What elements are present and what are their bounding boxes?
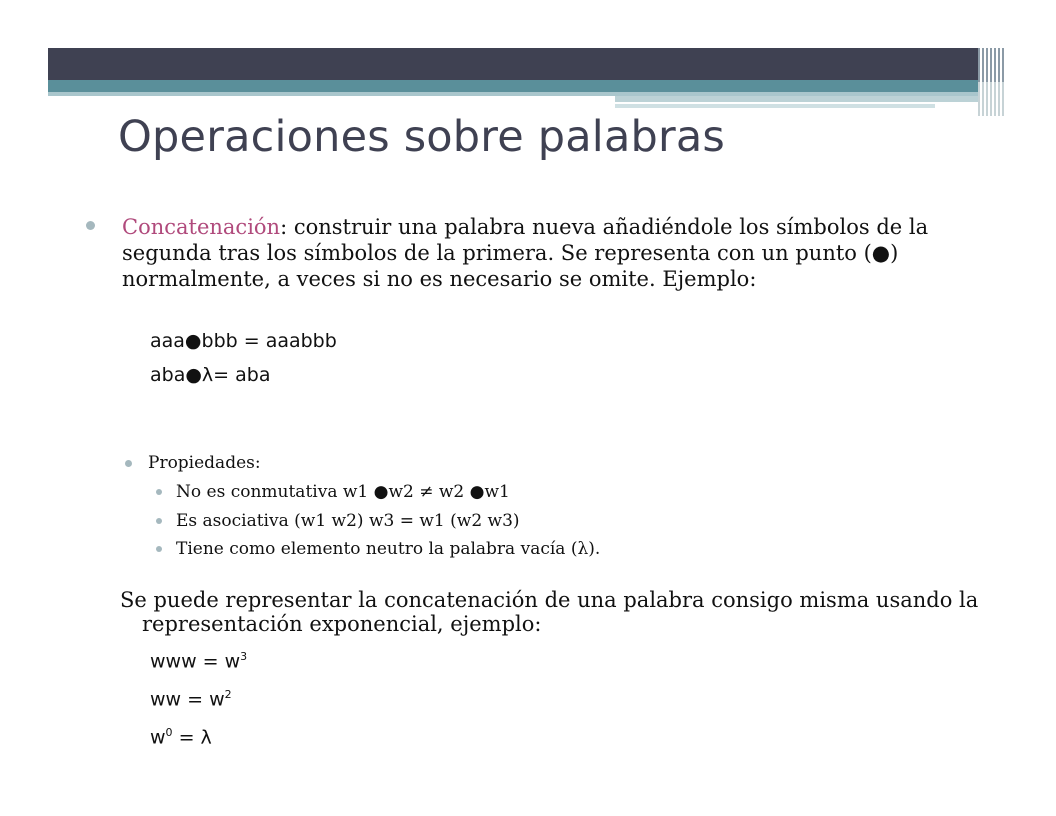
power-tail: = λ [172, 726, 212, 749]
properties-label: Propiedades: [148, 453, 261, 473]
power-exponent: 0 [165, 726, 173, 740]
power-line [150, 716, 982, 754]
power-exponent: 3 [240, 649, 248, 663]
power-line [150, 640, 982, 678]
example-line: aaa●bbb = aaabbb [150, 330, 337, 352]
property-item [120, 478, 982, 507]
bullet-dot-icon [125, 460, 132, 467]
concatenation-definition: : construir una palabra nueva añadiéndole los símbolos de la segunda tras los símbolos de la primera. Se representa con un punto (●) normalmente, a veces si no es necesario se omite. Ejemplo: [122, 215, 929, 291]
property-item [120, 535, 982, 564]
bullet-dot-icon [156, 518, 162, 524]
header-bar [48, 48, 1006, 82]
property-item [120, 507, 982, 536]
power-base: ww = w [150, 688, 225, 711]
exponential-paragraph: Se puede representar la concatenación de una palabra consigo misma usando la representación exponencial, ejemplo: [120, 587, 979, 636]
power-base: w [150, 726, 166, 749]
bullet-dot-icon [156, 546, 162, 552]
property-text: Tiene como elemento neutro la palabra vacía (λ). [176, 539, 601, 559]
concatenation-bullet [82, 214, 982, 292]
power-line [150, 678, 982, 716]
properties-bullet [120, 448, 982, 478]
properties-section [82, 448, 982, 564]
concatenation-keyword: Concatenación [122, 215, 281, 239]
header-accent-line [615, 104, 935, 108]
header-accent-line [615, 96, 985, 102]
bullet-dot-icon [86, 221, 95, 230]
power-exponent: 2 [224, 687, 232, 701]
slide-title: Operaciones sobre palabras [118, 112, 726, 162]
exponential-examples [82, 640, 982, 755]
power-base: www = w [150, 649, 241, 672]
property-text: Es asociativa (w1 w2) w3 = w1 (w2 w3) [176, 510, 520, 531]
slide-content [82, 214, 982, 754]
example-line: aba●λ= aba [150, 364, 271, 386]
property-text: No es conmutativa w1 ●w2 ≠ w2 ●w1 [176, 482, 510, 502]
header-stripes [978, 48, 1006, 82]
bullet-dot-icon [156, 489, 162, 495]
concatenation-examples [82, 324, 982, 392]
